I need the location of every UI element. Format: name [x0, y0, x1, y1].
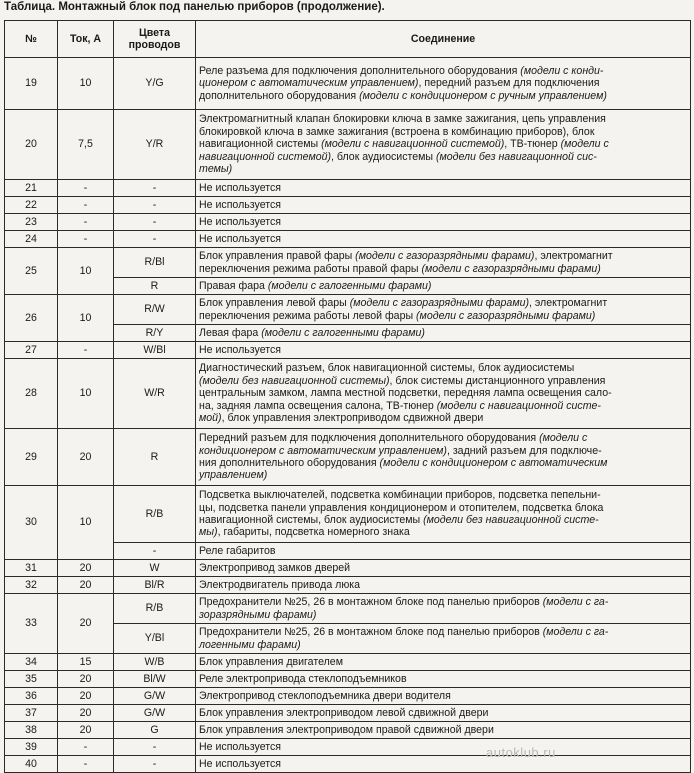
row-color: W/B [114, 654, 196, 671]
row-num: 33 [5, 594, 58, 654]
table-caption: Таблица. Монтажный блок под панелью приборов (продолжение). [4, 1, 385, 13]
row-connection: Реле габаритов [196, 543, 691, 560]
row-connection: Правая фара (модели с галогенными фарами) [196, 278, 691, 295]
row-color: Bl/R [114, 577, 196, 594]
table-row [5, 231, 691, 248]
table-row [5, 180, 691, 197]
row-color: R [114, 429, 196, 486]
row-current: - [58, 756, 114, 773]
table-row [5, 58, 691, 110]
row-num: 39 [5, 739, 58, 756]
row-color: - [114, 231, 196, 248]
row-connection: Электропривод стеклоподъемника двери водителя [196, 688, 691, 705]
row-color: G [114, 722, 196, 739]
row-current: - [58, 739, 114, 756]
row-connection: Блок управления левой фары (модели с газоразрядными фарами), электромагнит переключения режима работы левой фары (модели с газоразрядными фарами) [196, 295, 691, 325]
row-current: 20 [58, 722, 114, 739]
table-row [5, 248, 691, 278]
row-num: 23 [5, 214, 58, 231]
table-row [5, 756, 691, 773]
header-colors: Цвета проводов [114, 21, 196, 58]
table-row [5, 577, 691, 594]
row-color: - [114, 197, 196, 214]
row-current: - [58, 214, 114, 231]
row-connection: Подсветка выключателей, подсветка комбинации приборов, подсветка пепельни- цы, подсветка панели управления кондиционером и отопителем, подсветка блока навигационной системы, блок аудиосистемы (модели без навигационной систе- мы), габариты, подсветка номерного знака [196, 486, 691, 543]
row-num: 25 [5, 248, 58, 295]
row-current: 20 [58, 705, 114, 722]
row-connection: Предохранители №25, 26 в монтажном блоке под панелью приборов (модели с га- логенными фарами) [196, 624, 691, 654]
row-connection: Электромагнитный клапан блокировки ключа в замке зажигания, цепь управления блокировкой ключа в замке зажигания (встроена в комбинацию приборов), блок навигационной системы (модели с навигационной системой), ТВ-тюнер (модели с навигационной системой), блок аудиосистемы (модели без навигационной сис- темы) [196, 110, 691, 180]
row-num: 20 [5, 110, 58, 180]
table-row [5, 110, 691, 180]
row-num: 32 [5, 577, 58, 594]
table-row [5, 342, 691, 359]
table-row [5, 197, 691, 214]
table-row [5, 594, 691, 624]
row-color: R/W [114, 295, 196, 325]
row-num: 36 [5, 688, 58, 705]
row-current: - [58, 342, 114, 359]
row-color: R/Y [114, 325, 196, 342]
header-connection: Соединение [196, 21, 691, 58]
row-current: 20 [58, 429, 114, 486]
row-color: W [114, 560, 196, 577]
row-current: - [58, 231, 114, 248]
row-connection: Не используется [196, 214, 691, 231]
row-num: 30 [5, 486, 58, 560]
row-connection: Электропривод замков дверей [196, 560, 691, 577]
row-current: 15 [58, 654, 114, 671]
table-row [5, 688, 691, 705]
row-color: Y/G [114, 58, 196, 110]
row-connection: Не используется [196, 231, 691, 248]
row-connection: Не используется [196, 739, 691, 756]
row-color: - [114, 214, 196, 231]
row-connection: Передний разъем для подключения дополнительного оборудования (модели с кондиционером с автоматическим управлением), задний разъем для подключе- ния дополнительного оборудования (модели с кондиционером с автоматическим управлением) [196, 429, 691, 486]
row-current: - [58, 180, 114, 197]
row-color: G/W [114, 688, 196, 705]
row-connection: Левая фара (модели с галогенными фарами) [196, 325, 691, 342]
table-row [5, 722, 691, 739]
table-row [5, 739, 691, 756]
table-row [5, 671, 691, 688]
row-connection: Не используется [196, 197, 691, 214]
row-connection: Не используется [196, 756, 691, 773]
row-current: 20 [58, 560, 114, 577]
row-color: - [114, 180, 196, 197]
row-color: R/B [114, 594, 196, 624]
row-color: Bl/W [114, 671, 196, 688]
table-header-row [5, 21, 691, 58]
row-color: - [114, 739, 196, 756]
table-row [5, 214, 691, 231]
row-connection: Предохранители №25, 26 в монтажном блоке под панелью приборов (модели с га- зоразрядными фарами) [196, 594, 691, 624]
row-connection: Электродвигатель привода люка [196, 577, 691, 594]
row-current: 20 [58, 688, 114, 705]
row-num: 34 [5, 654, 58, 671]
row-color: - [114, 756, 196, 773]
row-current: 10 [58, 58, 114, 110]
row-connection: Блок управления электроприводом левой сдвижной двери [196, 705, 691, 722]
row-color: Y/R [114, 110, 196, 180]
row-connection: Не используется [196, 180, 691, 197]
row-current: 7,5 [58, 110, 114, 180]
row-color: R/B [114, 486, 196, 543]
watermark: autoklub.ru [486, 745, 556, 760]
row-connection: Блок управления двигателем [196, 654, 691, 671]
row-num: 38 [5, 722, 58, 739]
row-current: 20 [58, 594, 114, 654]
row-color: G/W [114, 705, 196, 722]
row-color: R/Bl [114, 248, 196, 278]
table-row [5, 560, 691, 577]
row-color: W/Bl [114, 342, 196, 359]
row-color: R [114, 278, 196, 295]
header-num: № [5, 21, 58, 58]
row-connection: Блок управления правой фары (модели с газоразрядными фарами), электромагнит переключения режима работы правой фары (модели с газоразрядными фарами) [196, 248, 691, 278]
row-current: - [58, 197, 114, 214]
header-current: Ток, А [58, 21, 114, 58]
row-color: Y/Bl [114, 624, 196, 654]
table-row [5, 654, 691, 671]
row-color: W/R [114, 359, 196, 429]
row-connection: Диагностический разъем, блок навигационной системы, блок аудиосистемы (модели без навигационной системы), блок системы дистанционного управления центральным замком, лампа местной подсветки, передняя лампа освещения сало- на, задняя лампа освещения салона, ТВ-тюнер (модели с навигационной систе- мой), блок управления электроприводом сдвижной двери [196, 359, 691, 429]
row-num: 19 [5, 58, 58, 110]
row-current: 10 [58, 359, 114, 429]
row-current: 10 [58, 295, 114, 342]
row-current: 10 [58, 486, 114, 560]
table-row [5, 429, 691, 486]
row-num: 26 [5, 295, 58, 342]
fuse-table [4, 20, 691, 773]
row-num: 35 [5, 671, 58, 688]
row-color: - [114, 543, 196, 560]
row-num: 40 [5, 756, 58, 773]
row-num: 29 [5, 429, 58, 486]
row-num: 37 [5, 705, 58, 722]
table-row [5, 295, 691, 325]
row-connection: Реле разъема для подключения дополнительного оборудования (модели с конди- ционером с автоматическим управлением), передний разъем для подключения дополнительного оборудования (модели с кондиционером с ручным управлением) [196, 58, 691, 110]
row-connection: Не используется [196, 342, 691, 359]
table-row [5, 705, 691, 722]
row-num: 24 [5, 231, 58, 248]
row-num: 27 [5, 342, 58, 359]
row-connection: Реле электропривода стеклоподъемников [196, 671, 691, 688]
table-row [5, 359, 691, 429]
row-num: 22 [5, 197, 58, 214]
row-current: 20 [58, 671, 114, 688]
row-current: 10 [58, 248, 114, 295]
table-row [5, 486, 691, 543]
row-connection: Блок управления электроприводом правой сдвижной двери [196, 722, 691, 739]
row-num: 28 [5, 359, 58, 429]
row-current: 20 [58, 577, 114, 594]
row-num: 21 [5, 180, 58, 197]
row-num: 31 [5, 560, 58, 577]
